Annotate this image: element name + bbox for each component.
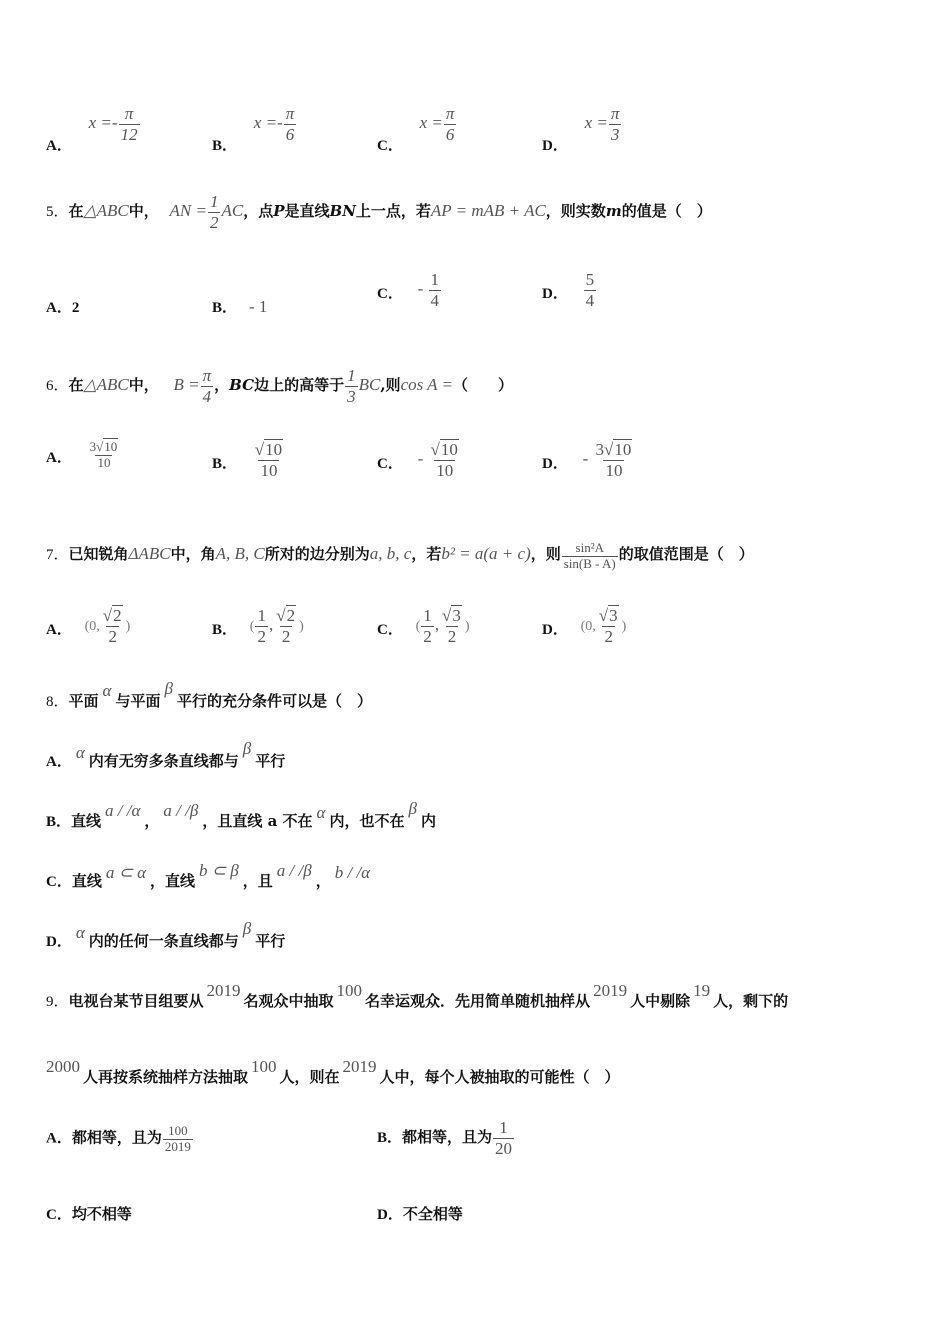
option-math: x = $\frac{\pi}{3}$ [584,104,620,144]
q7-option-d[interactable]: D． (0, $\frac{√3}{2}$ ) [542,606,627,646]
an-formula: AN = $\frac{1}{2}$ AC [169,192,244,232]
q9-option-d[interactable]: D．不全相等 [377,1205,463,1223]
q7-option-a[interactable]: A． (0, $\frac{√2}{2}$ ) [46,606,131,646]
q7-option-c[interactable]: C． ( $\frac{1}{2}$ , $\frac{√3}{2}$ ) [377,606,470,646]
q8-option-b[interactable]: B．直线a / /α，a / /β，且直线 a 不在 α 内，也不在β内 [46,799,436,830]
q6-option-a[interactable]: A． $\frac{3√10}{10}$ [46,439,118,470]
q5-option-d[interactable]: D． $\frac{5}{4}$ [542,270,595,310]
option-math: x =- $\frac{\pi}{12}$ [88,104,138,144]
q7-option-b[interactable]: B． ( $\frac{1}{2}$ , $\frac{√2}{2}$ ) [212,606,304,646]
q8-stem: 8．平面α与平面β平行的充分条件可以是（ ） [46,679,372,710]
option-label: B． [212,137,238,154]
q4-option-b[interactable] [212,104,297,154]
option-label: C． [377,137,403,154]
q9-option-c[interactable]: C．均不相等 [46,1205,132,1223]
q8-option-a[interactable]: A． α 内有无穷多条直线都与β平行 [46,739,286,770]
q6-stem: 6．在△ABC中， B = $\frac{\pi}{4}$ ，BC边上的高等于 $\frac{1}{3}$ BC,则cos A =（ ） [46,366,513,406]
option-label: D． [542,137,568,154]
q8-option-d[interactable]: D． α 内的任何一条直线都与β平行 [46,919,286,950]
q5-option-b[interactable]: B． - 1 [212,297,268,316]
q5-option-a[interactable]: A．2 [46,300,80,316]
q4-option-d[interactable] [542,104,622,154]
q5-option-c[interactable]: C． - $\frac{1}{4}$ [377,270,440,310]
q7-stem: 7．已知锐角ΔABC中，角A, B, C所对的边分别为a, b, c，若b² = a(a + c)，则 $\frac{\text{sin²A}}{\sin(B - A)}$ 的取值范围是（ ） [46,539,754,571]
q5-stem: 5．在△ABC中， AN = $\frac{1}{2}$ AC，点P是直线BN上一点，若AP = mAB + AC，则实数m的值是（ ） [46,192,712,232]
option-label: A． [46,137,72,154]
q9-stem-line1: 9．电视台某节目组要从2019名观众中抽取100名幸运观众．先用简单随机抽样从2019人中剔除19人，剩下的 [46,981,789,1010]
q9-stem-line2: 2000人再按系统抽样方法抽取100人，则在2019人中，每个人被抽取的可能性（ ） [46,1057,620,1086]
q6-option-c[interactable]: C． - $\frac{√10}{10}$ [377,440,458,480]
q4-option-c[interactable] [377,104,457,154]
q9-option-b[interactable]: B．都相等，且为 $\frac{1}{20}$ [377,1118,513,1158]
option-math: x =- $\frac{\pi}{6}$ [253,104,295,144]
option-math: x = $\frac{\pi}{6}$ [419,104,455,144]
q6-option-d[interactable]: D． - $\frac{3√10}{10}$ [542,440,632,480]
q8-option-c[interactable]: C．直线 a ⊂ α ，直线b ⊂ β，且a / /β， b / /α [46,861,371,890]
q6-option-b[interactable]: B． $\frac{√10}{10}$ [212,440,283,480]
q4-option-a[interactable] [46,104,141,154]
q9-option-a[interactable]: A．都相等，且为 $\frac{100}{2019}$ [46,1123,191,1154]
